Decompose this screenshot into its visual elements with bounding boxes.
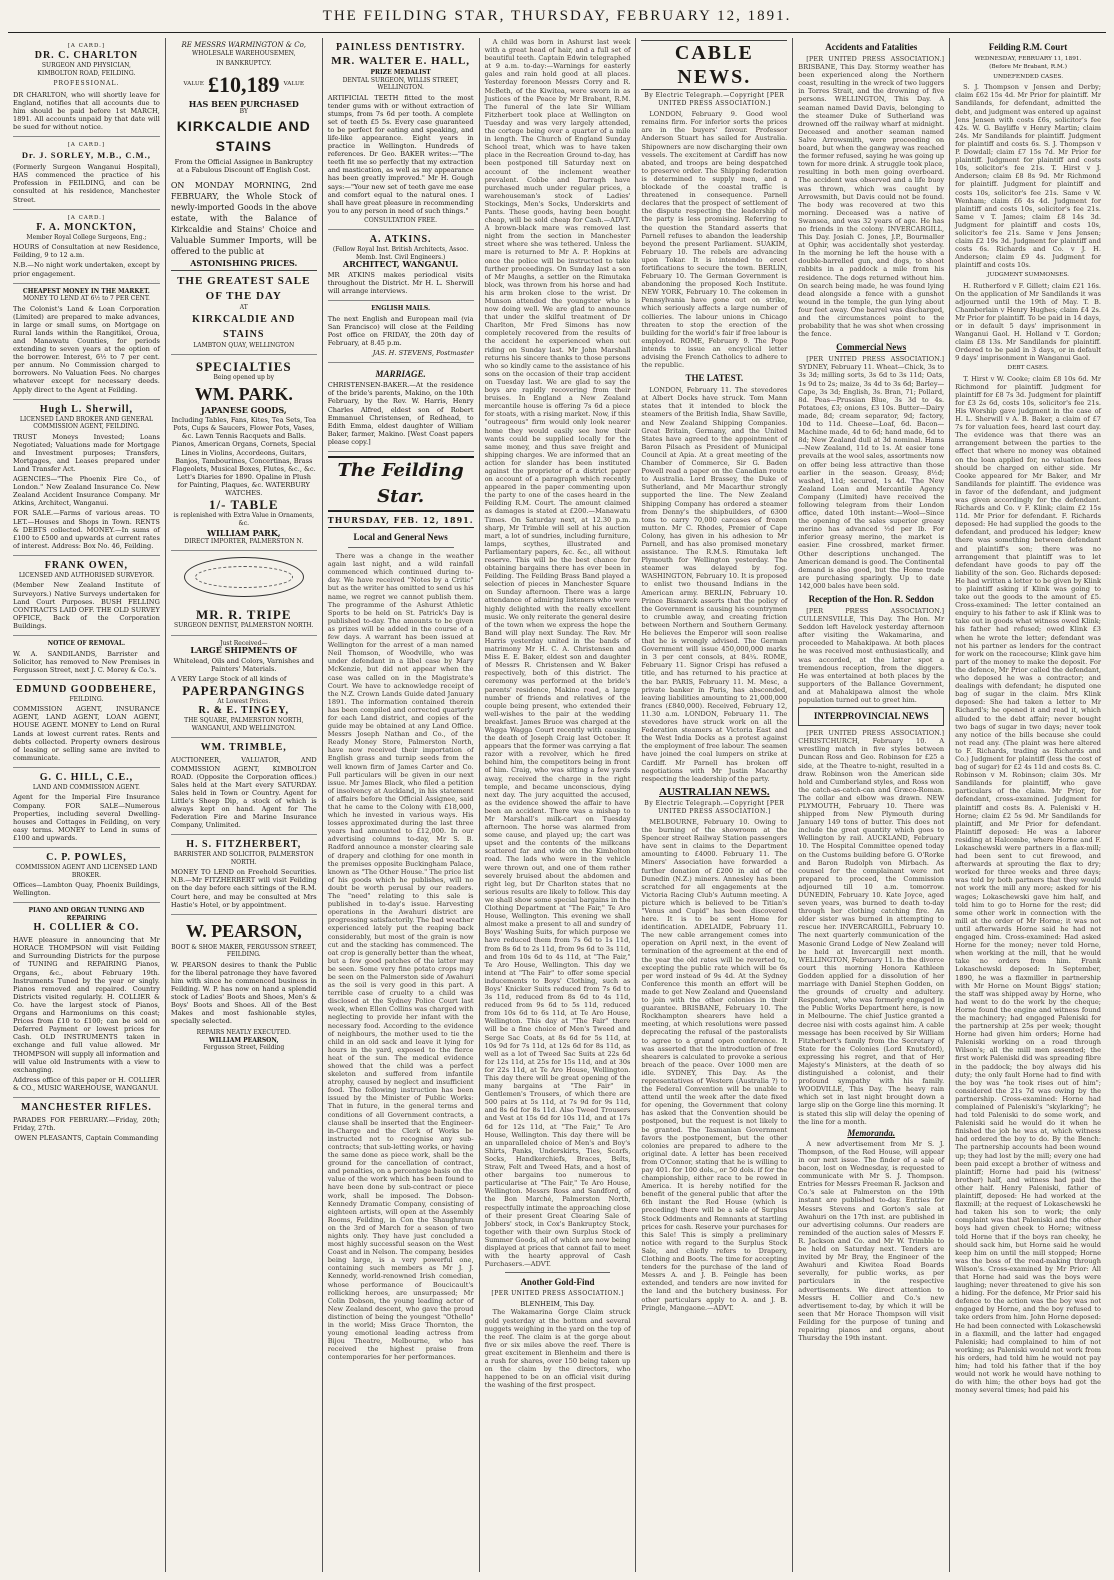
ad-name: W. PEARSON, <box>185 920 302 941</box>
ad-name: R. & E. TINGEY, <box>198 705 290 717</box>
ad-name: Hugh L. Sherwill, <box>39 403 133 415</box>
article-text: LONDON, February 9. Good wool remains firm. For inferior sorts the prices are in the buyers' favour. Professor Anderson Stuart has sailed for Australia. Shipowners are now discharging their own vessels. The excitement at Cardiff has now abated, and troops are being despatched to preserve order. The Shipping federation is determined to supply men, and a blockade of the coastal traffic is threatened in consequence. Parnell declares that the prospect of settlement of the dispute respecting the leadership of the party is less promising. Referring to the question the Standard asserts that Parnell refuses to abandon the leadership beyond the present Parliament. SUAKIM, February 10. The rebels are advancing upon Tokar. It is intended to erect fortifications to secure the town. BERLIN, February 10. The German Government is abandoning the proposed Koch Institute. NEW YORK, February 10. The cokemen in Pennsylvania have gone out on strike, which seriously affects a large number of collieries. The labour unions in Chicago threaten to stop the erection of the building for the world's fair if free labour is employed. ROME, February 9. The Pope intends to issue an encyclical letter advising the French Catholics to adhere to the republic. <box>641 110 788 370</box>
article-text: S. J. Thompson v Jensen and Derby; claim £62 15s 4d. Mr Prior for plaintiff. Mr Sandilands, for defendant, admitted the debt, and judgment was entered up against Jens Jensen with costs £6s, solicitor's fee 42s. W. G. Bayliffe v Henry Martin; claim 24s. Mr Sandilands for plaintiff. Judgment for plaintiff and costs 6s. S. J. Thompson v P. Dowdall; claim £7 15s 7d. Mr Prior for plaintiff. Judgment for plaintiff and costs 10s, solicitor's fee 21s. T. Hirst v J. Anderson; claim £8 8s 9d. Mr Richmond for plaintiff. Judgment for plaintiff and costs 10s, solicitor's fee 21s. Same v W. Wenham; claim £6 4s 4d. Judgment for plaintiff and costs 10s, solicitor's fee 21s. Same v T. James; claim £8 14s 3d. Judgment for plaintiff and costs 10s, solicitor's fee 21s. Same v Jens Jensen; claim £2 19s 3d. Judgment for plaintiff and costs 6s. Richards and Co. v J. H. Anderson; claim £9 4s. Judgment for plaintiff and costs 10s. <box>955 83 1101 270</box>
notice-text: The next English and European mail (via San Francisco) will close at the Feilding Post office on FRIDAY, the 20th day of February, at 8.45 p.m. <box>327 314 474 347</box>
ad-tag: [A CARD.] <box>67 43 106 49</box>
article-text: [PER PRESS ASSOCIATION.] CULLENSVILLE, This Day. The Hon. Mr Seddon left Havelock yesterday afternoon after visiting the Wakamarina, and proceeded to Mahakipawa. At both places he was received most enthusiastically, and was accorded, at the latter spot a tremendous reception, from the diggers. He was entertained at both places by the supporters of the Ballance Government, and at Mahakipawa almost the whole population turned out to greet him. <box>798 607 945 705</box>
ad-park <box>171 355 317 551</box>
ad-sherwill <box>13 400 160 556</box>
article-text: A new advertisement from Mr S. J. Thompson, of the Red House, will appear in our next issue. The finder of a sale of bacon, lost on Wednesday, is requested to communicate with Mr S. J. Thompson. Entries for Messrs Freeman R. Jackson and Co.'s sale at Palmerston on the 19th instant are published to-day. Entries for Messrs Stevens and Gorton's sale at Awahuri on the 17th inst. are published in our advertising columns. Our readers are reminded of the auction sales of Messrs F. R. Jackson and Co. and Mr W. Trimble to be held on Saturday next. Tenders are invited by Mr Bray, the Engineer of the Awahuri and Kiwitea Road Boards severally, for public works, as per particulars in the respective advertisements. We direct attention to Messrs H. Collier and Co.'s new advertisement to-day, by which it will be seen that Mr Horace Thompson will visit Feilding for the purpose of tuning and repairing pianos and organs, about Thursday the 19th instant. <box>798 1139 945 1343</box>
ad-note: N.B.—No night work undertaken, except by prior engagement. <box>13 261 160 278</box>
ad-sub: Fergusson Street, Feilding <box>203 1044 285 1052</box>
ad-sub: HAS BEEN PURCHASED <box>188 98 299 109</box>
article-text: MELBOURNE, February 10. Owing to the burning of the showroom at the Spencer street Railway Station passengers have sent in claims to the Department amounting to £4000. February 11. The Miners' Association have forwarded a further donation of £200 in aid of the Dunedin (N.Z.) miners. Annesley has been scratched for all engagements at the Victoria Racing Club's Autumn meeting. A picture which is believed to be Titian's "Venus and Cupid" has been discovered here. It is to be sent Home for identification. ADELAIDE, February 11. The new cable arrangement comes into operation on April next, in the event of termination of the agreement at the end of the year the old rates will be reverted to, excepting the public rate which will be 6s per word instead of 9s 4d. At the Sydney Conference this month an effort will be made to get New Zealand and Queensland to join with the other colonies in their guarantee. BRISBANE, February 10. The Rockhampton shearers have held a meeting, at which resolutions were passed deprecating the refusal of the pastoralists to agree to a grand open conference. It was asserted that the introduction of free shearers is calculated to provoke a serious breach of the peace. Over 1000 men are idle. SYDNEY, This Day. As the representatives of Western (Australia ?) to the Federal Convention will be unable to attend until the week after the date fixed for opening, the Government that colony has asked that the Convention should be postponed, but the request is not likely to be granted. The Tasmanian Government favors the postponement, but the other colonies are prepared to adhere to the original date. A letter has been received from O'Connor, stating that he is willing to pay 401. for 100 dols., or 50 dols. if for the championship, either race to be rowed in America. It is hereby notified for the benefit of the general public that after the 6th instant the Red House (which is preceding) there will be a sale of Surplus Stock Oddments and Remnants at startling prices for cash. Reserve your purchases for this Sale! This is simply a preliminary notice with regard to the Surplus Stock Sale, and chiefly refers to Drapery, Clothing and Boots. The time for accepting tenders for the purchase of the land of Messrs A. and J. B. Feingle has been extended, and tenders are now invited for the land and the butchery business. For other particulars apply to A. and J. B. Pringle, Mangaone.—ADVT. <box>641 817 788 1312</box>
section-heading: Feilding R.M. Court <box>988 42 1068 52</box>
ad-tripe <box>171 603 317 636</box>
ad-text: ON MONDAY MORNING, 2nd FEBRUARY, the Whole Stock of newly-imported Goods in the above estate, with the Balance of Kirkcaldie and Stains' Choice and Valuable Summer Imports, will be offered to the public at <box>170 180 317 256</box>
section-heading: Local and General News <box>353 532 448 543</box>
ad-heading: PAINLESS DENTISTRY. <box>336 42 466 53</box>
ad-name: MR. WALTER E. HALL, <box>331 55 471 67</box>
ad-sub: Member Royal College Surgeons, Eng.; <box>26 233 147 241</box>
ad-text: Whitelead, Oils and Colors, Varnishes and Painters' Materials. <box>173 656 314 673</box>
ad-sub: ARCHITECT, WANGANUI. <box>342 259 459 270</box>
ad-heading: NOTICE OF REMOVAL. <box>47 640 126 647</box>
ad-sub: REPAIRS NEATLY EXECUTED. <box>196 1029 291 1037</box>
section-heading: THE LATEST. <box>685 373 744 384</box>
ad-sub: IN BANKRUPTCY. <box>216 60 272 67</box>
ad-text: Agent for the Imperial Fire Insurance Company. FOR SALE—Numerous Properties, including several Dwelling-houses and Cottages in Feilding, on very easy terms. MONEY to Lend in sums of £100 and upwards. <box>13 793 160 842</box>
ad-name: Dr. J. SORLEY, M.B., C.M., <box>21 150 151 161</box>
ad-sub: WHOLESALE WAREHOUSEMEN, <box>192 49 296 57</box>
subheading: JUDGMENT SUMMONSES. <box>987 272 1069 279</box>
article-text: [PER UNITED PRESS ASSOCIATION.] CHRISTCHURCH, February 10. A wrestling match in five styles between Duncan Ross and Geo. Robinson for £25 a side, at the Theatre to-night, resulted in a draw. Robinson won the American side hold and Cumberland styles, and Ross won the catch-as-catch-can and Græco-Roman. The collar and elbow was drawn. NEW PLYMOUTH, February 10. There was shipped from New Plymouth during January 149 tons of butter. This does not include the great quantity which goes to Wellington by rail. AUCKLAND, February 10. The Hospital Committee opened today on the Customs building before G. O'Rorke and Baron Rudolph von Mirbach. As counsel for the complainant were not prepared to proceed, the Commission adjourned till 10 a.m. tomorrow. DUNEDIN, February 10. Kate Joyce, aged seven years, was burned to death to-day through her clothing catching fire. An elder sister was burned in attempting to rescue her. INVERCARGILL, February 10. The next quarterly communication of the Masonic Grand Lodge of New Zealand will be held at Invercargill next month. WELLINGTON, February 11. In the divorce court this morning Honora Kathleen Godden applied for a dissolution of her marriage with Daniel Stephen Godden, on the grounds of cruelty and adultery. Respondent, who was formerly engaged in the Public Works Department here, is now in Melbourne. The chief Justice granted a decree nisi with costs against him. A cable message has been received by Sir William Fitzherbert's family from the Secretary of State for the Colonies (Lord Knutsford), expressing his regret, and that of Her Majesty's Ministers, at the death of so distinguished a colonist, and their profound sympathy with his family. WOODVILLE, This Day. The heavy rain which set in last night brought down a large slip on the Gorge line this morning. It is stated this slip will delay the opening of the line for a month. <box>798 729 945 1126</box>
ad-agencies: AGENCIES—"The Phoenix Fire Co., of London." New Zealand Insurance Co. New Zealand Accident Insurance Company. Mr Atkins, Architect, Wanganui. <box>13 475 160 508</box>
ad-name: FRANK OWEN, <box>44 559 129 571</box>
ad-text: HOURS of Consultation at new Residence, Feilding, 9 to 12 a.m. <box>13 243 160 260</box>
byline: [PER UNITED PRESS ASSOCIATION.] <box>491 1290 624 1298</box>
ad-heading: PIANO AND ORGAN TUNING AND REPAIRING <box>28 907 145 922</box>
notice-text: CHRISTENSEN-BAKER.—At the residence of the bride's parents, Makino, on the 10th February, by the Rev. W. Harris, Henry Charles Alfred, eldest son of Robert Emmanuel Christensen, of Redhead, to Edith Emma, eldest daughter of William Baker, farmer, Makino. [West Coast papers please copy.] <box>327 381 474 446</box>
ad-sub: SURGEON AND PHYSICIAN, <box>41 62 131 70</box>
ad-sub: JAPANESE GOODS, <box>200 404 287 415</box>
ad-cheapest-money <box>13 284 160 400</box>
section-heading: Memoranda. <box>847 1127 896 1138</box>
ad-pearson <box>171 915 317 1057</box>
ad-hill <box>13 768 160 848</box>
ad-address: LAMBTON QUAY, WELLINGTON <box>193 341 295 349</box>
column-4 <box>479 38 636 1572</box>
ad-sub: KIMBOLTON ROAD, FEILDING. <box>37 69 136 77</box>
ad-monckton <box>13 210 160 284</box>
notice-heading: ENGLISH MAILS. <box>371 305 431 313</box>
ad-powles <box>13 848 160 903</box>
ad-name: A. ATKINS. <box>369 234 432 246</box>
section-rule <box>505 1272 611 1273</box>
ad-text: PARADES FOR FEBRUARY.—Friday, 20th; Friday, 27th. <box>13 1115 160 1133</box>
ad-sub: LICENSED AND AUTHORISED SURVEYOR. <box>18 571 155 579</box>
ad-sign: WILLIAM PEARSON, <box>208 1036 279 1044</box>
ad-sub: At Lowest Prices. <box>217 697 271 705</box>
ad-name: DR. C. CHARLTON <box>34 50 139 62</box>
ad-sub: ASTONISHING PRICES. <box>190 257 298 268</box>
ad-sub: THE SQUARE, PALMERSTON NORTH, WANGANUI, AND WELLINGTON. <box>184 717 304 732</box>
dateline: WEDNESDAY, FEBRUARY 11, 1891. <box>974 56 1082 62</box>
ad-name: MANCHESTER RIFLES. <box>21 1101 152 1113</box>
ad-name: H. COLLIER & CO. <box>33 922 140 934</box>
ad-text: (Formerly Surgeon Wanganui Hospital), HAS commenced the practice of his Profession in FEILDING, and can be consulted at his residence, Manchester Street. <box>13 163 160 204</box>
notice-mails <box>328 301 474 363</box>
ad-text: ARTIFICIAL TEETH fitted to the most tender gums with or without extraction of stumps, from 7s 6d per tooth. A complete set of teeth £5 5s. Every case guaranteed to be perfect for eating and speaking, and life-like appearance. Eight years in practice in Wellington. Hundreds of references. Dr Geo. BAKER writes:—"The teeth fit me so perfectly that my extraction and mastication, as well as my appearance has been greatly improved." Mr H. Gough says:—"Your new set of teeth gave me ease and comfort equal to the natural ones. I shall have great pleasure in recommending you to any person in need of such things." <box>327 93 474 215</box>
newspaper-columns <box>8 38 1106 1572</box>
notice-heading: MARRIAGE. <box>375 369 426 380</box>
section-heading: Accidents and Fatalities <box>825 42 918 52</box>
ad-text: MR ATKINS makes periodical visits throughout the District. Mr H. L. Sherwill will arrange interviews. <box>327 270 474 296</box>
column-3 <box>322 38 479 1572</box>
ad-tag: [A CARD.] <box>67 214 106 221</box>
ad-text: MONEY TO LEND on Freehold Securities. N.B.—Mr FITZHERBERT will visit Feilding on the day before each sittings of the R.M. Court here, and may be consulted at Mrs Hastie's Hotel, or by appointment. <box>170 868 317 909</box>
ad-name: C. P. POWLES, <box>46 852 127 863</box>
ad-owen <box>13 556 160 636</box>
section-heading: Commercial News <box>836 342 907 353</box>
value-amount: £10,189 <box>208 71 280 97</box>
column-6 <box>792 38 949 1572</box>
ad-sale: THE GREATEST SALE OF THE DAY <box>171 270 317 304</box>
ad-sub: CONSULTATION FREE. <box>364 216 438 224</box>
article-text: T. Hirst v W. Cooke; claim £8 10s 6d. Mr Richmond for plaintiff. Judgment for plaintiff for £8 7s 3d. Judgment for plaintiff for £3 2s 6d, costs 10s, solicitor's fee 21s. His Worship gave judgment in the case of H. L. Sherwill v A. B. Baker, a claim of £7 7s for valuation fees, heard last court day. The evidence was that there was an arrangement between the parties to the effect that where no money was obtained on the loan applied for, no valuation fees should be charged on either side. Mr Cooke appeared for Mr Baker, and Mr Sandilands for plaintiff. The evidence was in favor of the defendant, and judgment was given accordingly for the defendant. Richards and Co. v F. Klink; claim £2 15s 11d. Mr Prior for defendant. F. Richards deposed: He had supplied the goods to the defendant, and produced his ledger; knew there was something between defendant and plaintiff's son; there was no arrangement that plaintiff was to let defendant have goods to pay off the liability of the son. Geo. Richards deposed: He had written a letter to be given by Klink to plaintiff asking if Klink was going to take out the goods to the amount of £5. Cross-examined: The letter contained an enquiry to his father to ask if Klink was to take out in goods what witness owed Klink; his father had refused; owed Klink £3 when he wrote the letter; defendant was not his partner as lenders for the contract for work on the racecourse; Klink gave him part of the money to make the deposit. For the defence, Mr Prior called the defendant, who deposed he was a contractor; and dealings with defendant; he disputed one bag of sugar in the claim. Mrs Klink deposed: She had taken a letter to Mr Richard's; he opened it and read it, which alluded to the debt affair; never bought two bags of sugar in two days; never took any notice of the bills because she could not read any. (The plaint was here altered to F. Richards, trading as Richards and Co.) Judgment for plaintiff (less the cost of bag of sugar) for £2 4s 11d and costs 8s. C. Robinson v M. Robinson; claim 30s. Mr Sandilands for plaintiff, who gave particulars of the claim. Mr Prior, for defendant, cross-examined. Judgment for plaintiff and costs 8s. A. Paleniski v H. Horne; claim £2 5s 9d. Mr Sandilands for plaintiff, and Mr Prior for defendant. Plaintiff deposed: He was a laborer residing at Halcombe, where Horne and F. Lokaschewski were partners in a flax-mill; had been sent to cut firewood, and afterwards at sprouting the flax to dry; worked for three weeks and three days; was told by both partners that they would not work the mill any more; asked for his wages; Lokaschewski gave him half, and told him to go to Horne for the rest; did some other work in connection with the mill at the order of Mr Horne; it was not until afterwards Horne said he had not engaged him. Cross-examined: Had asked Horne for the money; never told Horne, when working at the mill, that he would take no orders from him. Frank Lokaschewski deposed: In September, 1890, he was a flaxmiller in partnership with Mr Horne on Mount Biggs' station; the staff was shipped away by Horne, who had went to do the work by the cheque; Horne found the engine and witness found the machinery; had engaged Paleniski for the partnership at 25s per week; thought Horne had given him orders; Horne had Paleniski working on a road through Wilson's; all the mill men assented; the first work Paleniski did was spreading fibre in the paddock; the boy always did his duty; the only fault Horne had to find with the boy was "he took rises out of him"; considered the 21s 7d was owing by the partnership. Cross-examined: Horne had complained of Paleniski's "skylarking"; he had told Paleniski to do some work, and Paleniski said he would do it when he finished the job he was at, which witness had ordered the boy to do. By the Bench: The partnership accounts had been wound up; they had lost by the mill; every one had been paid except a brother of witness and plaintiff; Horne had paid his (witness' brother) half, and witness had paid the other half. Henry Paleniski, father of plaintiff, deposed: He had worked at the flaxmill; at the request of Lokaschewski he had taken his son to work; the only complaint was that Paleniski and the other boys had given cheek to Horne; witness told Horne that if the boys ran cheeky, he should sack him, but Horne said he would keep him on until the mill stopped; Horne was the boss of the road-making through Wilson's. Cross-examined by Mr Prior: All that Horne had said was the boys were laughing; never threatened to give his son a hiding. For the defence, Mr Prior said his defence to the action was the boy was not engaged by Horne, and the boy refused to take orders from him. John Horne deposed: He had been connected with Lokaschewski in a flaxmill, and the latter had engaged Paleniski; had complained to him of not working; as Paleniski would not work from his orders, had told him he would not pay him; had told his father that if the boy would not work he would have nothing to do with him; the other boys had got the money several times; had paid his <box>955 374 1101 1395</box>
ad-sub: LICENSED LAND BROKER AND GENERAL COMMISSION AGENT, FEILDING. <box>19 415 153 431</box>
ad-name: EDMUND GOODBEHERE, <box>16 683 157 695</box>
masthead: THE FEILDING STAR, THURSDAY, FEBRUARY 12, 1891. <box>322 8 792 24</box>
article-text: LONDON, February 11. The stevedores at Albert Docks have struck. Tom Mann states that it intended to block the steamers of the British India, Shaw Saville, and New Zealand Shipping Companies. Great Britain, Germany, and the United States have agreed to the appointment of Baron Pilsach as President of Municipal Council at Apia. At a great meeting of the Chamber of Commerce, Sir G. Baden Powell read a paper on the Canadian route to Australia. Lord Brassey, the Duke of Sutherland, and Mr Macarthur strongly supported the line. The New Zealand Shipping Company has ordered a steamer from Denny's the shipbuilders, of 6300 tons to carry 70,000 carcases of frozen mutton. Mr C. Rhodes, Premier of Cape Colony, has given in his adhesion to Mr Parnell, and has also promised monetary assistance. The R.M.S. Rimutaka left Plymouth for Wellington yesterday. The steamer was delayed by fog. WASHINGTON, February 10. It is proposed to enlist two thousand Indians in the American army. BERLIN, February 10. Prince Bismarck asserts that the policy of the Government is causing his countrymen to crumble away, and creating friction between Northern and Southern Germany. He believes the Emperor will soon realise that he is wrongly advised. The German Government will issue 450,000,000 marks in 3 per cent consols, at 84¼. ROME, February 11. Signor Crispi has refused a title, and has returned to his practice at the bar. PARIS, February 11. M. Mesc, a private banker in Paris, has absconded, leaving liabilities amounting to 21,000,000 francs (£840,000). Received, February 12, 11.30 a.m. LONDON, February 11. The stevedores have struck work on all the Federation steamers at Victoria East and the West India Docks as a protest against the employment of free labour. The seamen have joined the coal lumpers on strike at Cardiff. Mr Parnell has broken off negotiations with Mr Justin Macarthy respecting the leadership of the party. <box>641 386 788 783</box>
ad-sorley <box>13 137 160 210</box>
ad-text: COMMISSION AGENT, INSURANCE AGENT, LAND AGENT, LOAN AGENT, HOUSE AGENT. MONEY to Lend on Rural Lands at lowest current rates. Rents and debts collected. Property owners desirous of leasing or selling same are invited to communicate. <box>13 705 160 762</box>
subheading: DEBT CASES. <box>1007 365 1049 372</box>
ad-text: Offices—Lambton Quay, Phoenix Buildings, Wellington. <box>13 881 160 898</box>
ad-text: W. A. SANDILANDS, Barrister and Solicitor, has removed to New Premises in Fergusson Street, next J. C. Morey & Co.'s. <box>13 649 160 674</box>
newspaper-title-banner: The Feilding Star. <box>328 456 474 512</box>
ad-sign: WILLIAM PARK, <box>206 528 281 539</box>
byline: By Electric Telegraph.—Copyright [PER UNITED PRESS ASSOCIATION.] <box>644 92 785 108</box>
section-heading: Another Gold-Find <box>520 1277 595 1288</box>
ad-sub: Being opened up by <box>213 374 275 382</box>
article-text: There was a change in the weather again last night, and a wild rainfall commenced which continued during to-day. We have received "Notes by a Critic" but as the writer has omitted to send us his name, we regret we cannot publish them. The programme of the Ashurst Athletic Sports to be held on St. Patrick's Day is published to-day. The amounts to be given as prizes will be added in the course of a few days. A warrant has been issued at Wellington for the arrest of a man named Neil Thomson, of Woodville, who was under defendant in a libel case by Mary McKenzie, but did not appear when the case was called on in the Magistrate's Court. We have to acknowledge receipt of the N.Z. Crown Lands Guide dated January 1891. The information contained therein has been compiled and corrected quarterly for each Land district, and copies of the guide may be obtained at any Land Office. Messrs Joseph Nathan and Co., of the Ready Money Store, Palmerston North, have now received their importation of English grass and turnip seeds from the well known firm of James Carter and Co. Full particulars will be given in our next issue. Mr James Black, who filed a petition of insolvency at Auckland, in his statement of affairs before the Official Assignee, said that he came to the Colony with £18,000, which he invested in various ways. His losses approximated during the last three years had amounted to £12,000. In our advertising columns to-day, Mr S. B. Radford announce a monster clearing sale of drapery and clothing for one month in the premises opposite Buckingham Palace, known as "The Other House." The price list of his goods which he publishes, will no doubt be worth perusal by our readers. The "need" relating to this sale is published in to-day's issue. Harvesting operations in the Awahuri district are progressing satisfactorily. The bad weather experienced lately put the reaping back considerably, but most of the grain is now cut and the stacking has commenced. The oat crop is generally better than the wheat, but a few good patches of the latter may be seen. Some very fine potato crops may be seen on the Palmerston side of Awahuri as the soil is very good in this part. A terrible case of cruelty to a child was disclosed at the Sydney Police Court last week, when Ellen Collins was charged with neglecting to provide her infant with the necessary food. According to the evidence of neighbours, the mother used to tie the child in an old sack and leave it lying for hours in the yard, exposed to the fierce heat of the sun. The medical evidence showed that the child was a perfect skeleton and suffered from infantile atrophy, caused by neglect and insufficient food. The following instruction has been issued by the Minister of Public Works: That in future, in the general terms and conditions of all Government contracts, a clause shall be inserted that the Engineer-in-Charge and the Clerk of Works be instructed not to recognise any sub-contracts; that sub-letting works, or having the same done as piece work, shall be the ground for the cancellation of contract, and penalties, on a percentage basis on the value of the work which has been found to have been done by sub-contract or piece work, shall be imposed. The Dobson-Kennedy Dramatic Company, consisting of eighteen artists, will open at the Assembly Rooms, Feilding, in Con the Shaughraun on the 3rd of March for a season of two nights only. They have just concluded a most highly successful season on the West Coast and in Nelson. The company, besides being large, is a very powerful one, containing such members as Mr J. J. Kennedy, world-renowned Irish comedian, whose performance of Boucicault's rollicking heroes, are unsurpassed; Mr Colin Dobson, the young leading actor of New Zealand descent, who gave the proud distinction of being the youngest "Othello" in the world; Miss Grace Thornton, the young emotional leading actress from Bijou Theatre, Melbourne, who has received the highest praise from contemporaries for her performances. <box>327 552 474 1362</box>
ad-sub: MONEY TO LEND AT 6½ to 7 PER CENT. <box>22 295 150 303</box>
ad-sign: OWEN PLEASANTS, Captain Commanding <box>14 1134 159 1143</box>
article-text: The Wakamarina Gorge Claim struck gold yesterday at the bottom and several nuggets weighing in the yard on the top of the reef. The claim is at the gorge about five or six miles above the reef. There is great excitement in Blenheim and there is a rush for shares, over 150 being taken up on the claim by the directors, who happened to be on an official visit during the washing of the first prospect. <box>484 1308 631 1390</box>
notice-marriage <box>328 363 474 452</box>
dateline: BLENHEIM, This Day. <box>520 1300 595 1309</box>
ad-name: MR. R. TRIPE <box>196 607 292 623</box>
issue-dateline: THURSDAY, FEB. 12, 1891. <box>328 516 474 528</box>
ad-sub: AT <box>239 304 248 312</box>
ad-sub: is replenished with Extra Value in Ornaments, &c. <box>173 512 314 527</box>
column-2 <box>165 38 322 1572</box>
article-text: H. Rutherford v F. Gillett; claim £21 16s. On the application of Mr Sandilands it was adjourned until the 19th of May. T. B. Chamberlain v Henry Hughes; claim £4 2s. Mr Prior for plaintiff. To be paid in 14 days, or in default 5 days' imprisonment in Wanganui Gaol. H. Holland v T. Gordon; claim £8 13s. Mr Sandilands for plaintiff. Ordered to be paid in 3 days, or in default 9 days' imprisonment in Wanganui Gaol. <box>955 281 1101 363</box>
ad-text: The Colonist's Land & Loan Corporation (Limited) are prepared to make advances, in large or small sums, on Mortgage on Rural lands within the Rangitikei, Oroua, and Manawatu Counties, for periods extending to seven years at the option of the borrower. Interest, 6½ to 7 per cent. per annum. No Commission charged to borrowers. No Valuation Fees. No charges whatever except for necessary deeds. Apply direct to the Agent at Feilding. <box>13 304 160 394</box>
column-7 <box>949 38 1106 1572</box>
notice-sign: JAS. H. STEVENS, Postmaster <box>372 349 474 358</box>
section-heading: Reception of the Hon. R. Seddon <box>808 594 934 604</box>
decorative-tray-illustration <box>184 557 304 597</box>
ad-tag: [A CARD.] <box>67 142 106 149</box>
ad-heading: SPECIALTIES <box>195 359 292 375</box>
ad-text: W. PEARSON desires to thank the Public for the liberal patronage they have favored him with since he commenced business in Feilding. W. P. has now on hand a splendid stock of Ladies' Boots and Shoes, Men's & Boys' Boots and Shoes. All of the Best Makes and most fashionable styles, specially selected. <box>170 960 317 1026</box>
ad-name: WM. PARK. <box>194 383 293 404</box>
ad-name: H. S. FITZHERBERT, <box>186 839 302 851</box>
ad-sub: LARGE SHIPMENTS OF <box>190 645 298 656</box>
ad-heading: CHEAPEST MONEY IN THE MARKET. <box>22 287 150 295</box>
ad-name: F. A. MONCKTON, <box>36 221 137 233</box>
ad-rifles <box>13 1098 160 1147</box>
ad-text: A VERY Large Stock of all kinds of <box>170 674 287 683</box>
ad-text: DR CHARLTON, who will shortly leave for England, notifies that all accounts due to him should be paid before 1st MARCH, 1891. All accounts unpaid by that date will be sued for without notice. <box>13 90 160 131</box>
ad-atkins <box>328 230 474 301</box>
ad-sub: LAND AND COMMISSION AGENT. <box>32 783 140 791</box>
ad-tingey <box>171 636 317 739</box>
ad-sub: COMMISSION AGENT AND LICENSED LAND BROKER. <box>15 864 158 879</box>
ad-sub: BY <box>239 108 248 115</box>
ad-text: From the Official Assignee in Bankruptcy at a Fabulous Discount off English Cost. <box>174 157 313 174</box>
ad-warmington <box>171 38 317 355</box>
ad-sub: PRIZE MEDALIST <box>370 69 431 76</box>
ad-sub: BOOT & SHOE MAKER, FERGUSSON STREET, FEILDING. <box>171 943 317 959</box>
ad-sale: FOR SALE.—Farms of various areas. TO LET.—Houses and Shops in Town. RENTS & DEBTS collected. MONEY.—In sums of £100 to £500 and upwards at current rates of interest. Address: Box No. 46, Feilding. <box>13 509 160 550</box>
ad-sub: DIRECT IMPORTER, PALMERSTON N. <box>184 537 304 545</box>
ad-charlton <box>13 38 160 137</box>
ad-text: AUCTIONEER, VALUATOR, AND COMMISSION AGENT, KIMBOLTON ROAD. (Opposite the Corporation offices.) Sales held at the Mart every SATURDAY. Sales held in Town or Country. Agent for Little's Sheep Dip, a stock of which is always kept on hand. Agent for The Federation Fire and Marine Insurance Company, Unlimited. <box>170 756 317 830</box>
ad-dentistry <box>328 38 474 230</box>
subheading: UNDEFENDED CASES. <box>993 74 1064 81</box>
ad-sub: SURGEON DENTIST, PALMERSTON NORTH. <box>174 622 314 630</box>
masthead-rule <box>8 32 1106 33</box>
ad-paper: PAPERPANGINGS <box>182 682 306 698</box>
ad-heading: Just Received— <box>220 639 268 647</box>
ad-piano <box>13 903 160 1098</box>
court-before: (Before Mr Brabant, R.M.) <box>989 64 1067 71</box>
ad-sub: (Fellow Royal Inst. British Architects, Assoc. Memb. Inst. Civil Engineers.) <box>332 246 469 261</box>
article-text: [PER UNITED PRESS ASSOCIATION.] BRISBANE, This Day. Stormy weather has been experienced along the Northern coast, resulting in the wreck of two luggers in Torres Strait, and the drowning of five persons. WELLINGTON, This Day. A seaman named David Davis, belonging to the steamer Duke of Sutherland was drowned off the railway wharf at midnight. Deceased and another seaman named Salve Arrowsmith, were proceeding on board, but when the gangway was reached the former refused, saying he was going up town for more drink. A struggle took place, resulting in both men going overboard. The accident was observed and a life buoy was thrown, which was caught by Arrowsmith, but Davis could not be found. The body was recovered at two this morning. Deceased was a native of Swansea, and was 32 years of age. He has no friends in the colony. INVERCARGILL, This Day. Josiah C. Jones, J.P., Bourmaller at Ophir, was accidentally shot yesterday. In the morning he left the house with a double-barrelled gun, and dogs, to shoot rabbits in a paddock a mile from his residence. The dogs returned without him. On search being made, he was found lying dead alongside a fence with a gunshot wound in the temple, the gun lying about four feet away. One barrel was discharged, and the circumstances point to the probability that he was shot when crossing the fence. <box>798 55 945 339</box>
section-rule <box>348 547 454 548</box>
byline: By Electric Telegraph.—Copyright [PER UNITED PRESS ASSOCIATION.] <box>644 799 785 815</box>
column-5 <box>635 38 792 1572</box>
value-label: VALUE <box>283 80 305 87</box>
section-heading: AUSTRALIAN NEWS. <box>659 785 770 798</box>
ad-firm: KIRKCALDIE AND STAINS <box>192 313 296 340</box>
ad-removal <box>13 636 160 680</box>
ad-name: WM. TRIMBLE, <box>200 742 287 754</box>
ad-sub: BARRISTER AND SOLICITOR, PALMERSTON NORTH. <box>173 851 314 866</box>
section-heading-cable: CABLE NEWS. <box>641 40 787 90</box>
ad-text: TRUST Moneys Invested; Loans Negotiated; Valuations made for Mortgage and Investment purposes; Transfers, Mortgages, and Leases prepared under Land Transfer Act. <box>13 432 160 473</box>
ad-address: Address office of this paper or H. COLLIER & CO., MUSIC WAREHOUSE, WANGANUI. <box>13 1075 160 1092</box>
ad-sub: FEILDING. <box>69 695 104 703</box>
ad-fitzherbert <box>171 835 317 914</box>
ad-firm: KIRKCALDIE AND STAINS <box>176 117 311 154</box>
column-1 <box>8 38 165 1572</box>
ad-trimble <box>171 738 317 835</box>
value-label: VALUE <box>183 80 205 87</box>
section-heading: INTERPROVINCIAL NEWS <box>798 707 944 726</box>
article-text: A child was born in Ashurst last week with a great head of hair, and a full set of beautiful teeth. Captain Edwin telegraphed at 9 a.m. to-day:—Warnings for easterly gales and rain hold good at all places. Yesterday forenoon Messrs Corry and R. McBeth, of the Kiwitea, were sworn in as Justices of the Peace by Mr Brabant, R.M. The funeral of the late Sir William Fitzherbert took place at Wellington on Tuesday and was very largely attended, the cortege being over a quarter of a mile in length. The Church of England Sunday School treat, which was to have taken place in the Recreation Ground to-day, has been postponed till Saturday next on account of the inclement weather prevalent. Cobbe and Darragh have purchased much under regular prices, a warehouseman's stock of Ladies' Stockings, Men's Socks, Underskirts and Pants. These goods, having been bought cheap, will be sold cheap for Cash.—ADVT. A brown-black mare was removed last night from the section in Manchester street where she was tethered. Unless the mare is returned to Mr A. P. Hopkins at once the police will be instructed to take further proceedings. On Sunday last a son of Mr Maughs, a settler on the Rimutaka block, was thrown from his horse and had his arm broken close to the wrist. Dr Munson attended the youngster who is now doing well. We are glad to announce that under the skilful treatment of Dr Charlton, Mr Fred Simons has now completely recovered from the results of the accident he experienced when out riding on Sunday last. Mr John Marshall returns his sincere thanks to those persons who so kindly came to the assistance of his sons on the occasion of their trap accident on Tuesday last. We are glad to say the boys are rapidly recovering from their bruises. In England a New Zealand mercantile house is offering 7s 6d a piece for stoats, with a rising market. Now, if this "outrageous" firm would only look nearer home they would easily see how their wants could be supplied locally for the same money, and thus save freight and shipping charges. We are informed that an action for slander has been instituted against the proprietor of a district paper on account of a paragraph which recently appeared in the paper commenting upon the party to one of the cases heard in the Feilding R.M. Court. The amount claimed as damages is stated at £200.—Manawatu Times. On Saturday next, at 12.30 p.m. sharp, Mr Trimble will sell at his auction mart, a lot of sundries, including furniture, lamps, scythes, illustrated and Parliamentary papers, &c. &c., all without reserve. This will be the best chance for obtaining bargains there has ever been in Feilding. The Feilding Brass Band played a selection of pieces in Manchester Square on Sunday afternoon. There was a large attendance of admiring listeners who were highly delighted with the really excellent music. We only reiterate the general desire of the town when we express the hope the Band will play next Sunday. The Rev. Mr Harris yesterday united in the bands of matrimony Mr H. C. A. Christensen and Miss E. E. Baker, eldest son and daughter of Messrs R. Christensen and W. Baker respectively, both of this district. The ceremony was performed at the bride's parents' residence, Makino road, a large number of friends and relatives of the couple being present, who extended their well-wishes to the pair at the wedding breakfast. James Bruce was charged at the Wagga Wagga Court recently with causing the death of Joseph Craig last October. It appears that the former was carrying a flat razor with a revolver, which he fired behind him, the competitors being in front of him. Craig, who was sitting a few yards away, received the charge in the right temple, and became unconscious, dying next day. The jury acquitted the accused, as the evidence showed the affair to have been an accident. There was a mishap to Mr Marshall's milk-cart on Tuesday afternoon. The horse was alarmed from some cause, and played up; the cart was upset and the contents of the milkcans scattered far and wide on the Kimbolton road. The lads who were in the vehicle were thrown out, and one of them rather severely bruised about the abdomen and right leg, but Dr Charlton states that no serious results are likely to follow. This day we shall show some special bargains in the Clothing Department at "The Fair," Te Aro House, Wellington. This evening we shall almost make a present to all and sundry of Boys' Washing Suits, for which purpose we have reduced them from 7s 6d to 1s 11d, from 8s 6d to 2s 11d, from 9s 6d to 3s 11d, and from 10s 6d to 4s 11d, at "The Fair," Te Aro House, Wellington. This day we intend at "The Fair" to offer some special inducements to Boys' Clothing, such as Boys' Knicker Suits reduced from 7s 6d to 3s 11d, reduced from 8s 6d to 4s 11d, reduced from 9s 6d to 5s 11d, reduced from 10s 6d to 6s 11d, at Te Aro House, Wellington. This day at "The Fair" there will be a fine choice of Men's Tweed and Serge Sac Coats, at 8s 6d for 5s 11d, at 10s 9d for 7s 11d, at 12s 6d for 8s 11d, as well as a lot of Tweed Sac Suits at 22s 6d for 12s 11d, at 25s for 15s 11d, and at 30s for 22s 11d, at Te Aro House, Wellington. This day there will be great opening of the many bargains at "The Fair" in Gentlemen's Trousers, of which there are 500 pairs at 5s 11d, at 7s 9d for 9s 11d, and 8s 6d for 8s 11d. Also Tweed Trousers and Vest at 15s 6d for 10s 11d, and at 17s 6d for 12s 11d, at "The Fair," Te Aro House, Wellington. This day there will be an unparalleled choice of Men's and Boy's Shirts, Panks, Underskirts, Ties, Scarfs, Socks, Handkerchiefs, Braces, Belts, Straw, Felt and Tweed Hats, and a host of other bargains too numerous to particularise at "The Fair," Te Aro House, Wellington. Messrs Ross and Sandford, of the Bon Marché, Palmerston North, respectfully intimate the approaching close of their present Great Clearing Sale of Jobbers' stock, in Cox's Bankruptcy Stock, together with their own Surplus Stock of Summer Goods, all of which are now being displayed at prices that cannot fail to meet with the hearty approval of Cash Purchasers.—ADVT. <box>484 38 631 1269</box>
article-text: [PER UNITED PRESS ASSOCIATION.] SYDNEY, February 11. Wheat—Chick, 3s to 3s 3d; milling sorts, 3s 6d to 3s 11d; Oats, 1s 9d to 2s; maize, 3s 4d to 3s 6d; Barley—Cape, 3s 3d; English, 3s. Bran, 71; Pollard, 8d. Peas—Prussian Blue, 3s 3d to 4s. Potatoes, £3; onions, £3 10s. Butter—Dairy made, 8d; cream separator, 9d; factory, 10d to 11d. Cheese—Loaf, 6d. Bacon—Machine made, 4d to 6d; hand made, 6d to 8d; New Zealand dull at 3d nominal. Hams—New Zealand, 11d to 1s. At easier tone prevails at the wool sales, assortments now on offer being less attractive than those earlier in the season. Greasy, 8½d; washed, 11d; secured, 1s 4d. The New Zealand Loan and Mercantile Agency Company (Limited) have received the following telegram from their London office, dated 10th instant:—Wool—Since the opening of the sales superior greasy merino has advanced ½d per lb. For inferior greasy merino, the market is easier. Fine crossbred, market firmer. Other descriptions unchanged. The American demand is good. The Continental demand is also good, but the Home trade are purchasing sparingly. Up to date 142,000 bales have been sold. <box>798 355 945 590</box>
ad-goodbehere <box>13 680 160 768</box>
ad-sub: DENTAL SURGEON, WILLIS STREET, WELLINGTON. <box>342 76 459 91</box>
ad-heading: RE MESSRS WARMINGTON & Co, <box>181 41 307 49</box>
ad-text: Including Tables, Fans, Kites, Tea Sets, Tea Pots, Cups & Saucers, Flower Pots, Vases, &c. Lawn Tennis Racquets and Balls. Pianos, American Organs, Cornets, Special Lines in Violins, Accordeons, Guitars, Banjos, Tambourines, Concertinas, Brass Flageolets, Musical Boxes, Flutes, &c., &c. Lett's Diaries for 1890. Opaline in Plush for Painting, Plaques, &c. WATERBURY WATCHES. <box>171 416 317 498</box>
ad-table: 1/- TABLE <box>208 497 279 513</box>
ad-notice-heading: PROFESSIONAL. <box>53 80 120 88</box>
ad-name: G. C. HILL, C.E., <box>39 771 134 783</box>
ad-text: HAVE pleasure in announcing that Mr HORACE THOMPSON will visit Feilding and Surrounding Districts for the purpose of TUNING and REPAIRING Pianos, Organs, &c., about February 19th. Instruments Tuned by the year or singly. Pianos removed and repaired. Country Districts visited regularly. H. COLLIER & Co. have the largest stock of Pianos, Organs and Harmoniums on this coast; Prices from £10 to £100; can be sold on Deferred Payment or lowest prices for Cash. OLD INSTRUMENTS taken in exchange and full value allowed. Mr THOMPSON will supply all information and will value old Instruments with a view to exchanging. <box>13 936 160 1074</box>
ad-text: (Member New Zealand Institute of Surveyors.) Native Surveys undertaken for Land Court Purposes. BUSH FELLING CONTRACTS LAID OFF. THE OLD SURVEY OFFICE, Back of the Corporation Buildings. <box>13 581 160 630</box>
